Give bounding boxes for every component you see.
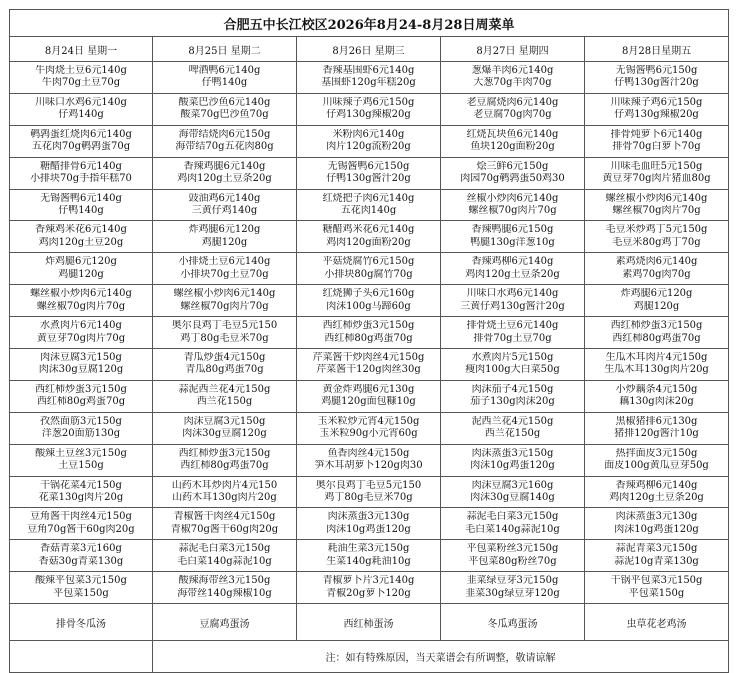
dish-name: 素鸡烧肉6元140g — [615, 256, 698, 268]
dish-name: 肉沫豆腐3元150g — [40, 351, 122, 363]
dish-ingredients: 鸭腿130g洋葱10g — [470, 236, 555, 248]
dish-cell — [153, 317, 297, 349]
soup-cell: 排骨冬瓜汤 — [10, 604, 153, 641]
dish-ingredients: 西红柿80g鸡蛋70g — [324, 332, 413, 344]
dish-cell — [585, 317, 729, 349]
dish-name: 小炒藕条4元150g — [615, 383, 698, 395]
dish-ingredients: 毛白菜140g蒜泥10g — [177, 555, 272, 567]
dish-name: 鹌鹑蛋红烧肉6元140g — [30, 128, 132, 140]
title-row — [10, 10, 729, 37]
dish-ingredients: 肉沫30g豆腐140g — [470, 492, 555, 504]
dish-ingredients: 牛肉70g土豆70g — [41, 77, 121, 89]
dish-ingredients: 小排块70g土豆70g — [180, 268, 269, 280]
dish-name: 糖醋排骨6元140g — [40, 160, 122, 172]
dish-name: 川味口水鸡6元140g — [466, 288, 559, 300]
dish-cell — [297, 157, 441, 189]
dish-name: 川味口水鸡6元140g — [35, 96, 127, 108]
dish-name: 红烧狮子头6元160g — [322, 288, 415, 300]
soup-cell: 豆腐鸡蛋汤 — [153, 604, 297, 641]
dish-row — [10, 125, 729, 157]
dish-cell — [297, 444, 441, 476]
dish-row — [10, 93, 729, 125]
dish-name: 西红柿炒蛋3元150g — [178, 447, 271, 459]
dish-cell — [441, 62, 585, 94]
dish-ingredients: 鸡丁80g毛豆米70g — [180, 332, 269, 344]
dish-ingredients: 鸡肉120g土豆条20g — [177, 173, 272, 185]
dish-cell — [10, 221, 153, 253]
dish-name: 红烧把子肉6元140g — [322, 192, 415, 204]
dish-cell — [10, 508, 153, 540]
dish-ingredients: 小排块70g手指年糕70 — [30, 173, 132, 185]
dish-ingredients: 韭菜30g绿豆芽120g — [465, 587, 560, 599]
dish-cell — [10, 62, 153, 94]
dish-ingredients: 山药木耳130g肉片20g — [172, 492, 277, 504]
dish-name: 酸辣海带丝3元150g — [178, 575, 271, 587]
dish-cell — [297, 380, 441, 412]
dish-name: 水煮肉片6元140g — [40, 320, 122, 332]
dish-name: 鱼香肉丝4元150g — [327, 447, 410, 459]
dish-cell — [441, 125, 585, 157]
dish-ingredients: 小排块80g腐竹70g — [324, 268, 413, 280]
dish-cell — [585, 62, 729, 94]
dish-cell — [10, 317, 153, 349]
note-row — [10, 641, 729, 673]
dish-name: 平菇烧腐竹6元150g — [322, 256, 415, 268]
dish-cell — [153, 349, 297, 381]
dish-row — [10, 317, 729, 349]
dish-ingredients: 青瓜80g鸡蛋70g — [185, 364, 264, 376]
dish-name: 烩三鲜6元150g — [476, 160, 549, 172]
dish-ingredients: 肉园70g鹌鹑蛋50鸡30 — [460, 173, 565, 185]
menu-title: 合肥五中长江校区2026年8月24-8月28日周菜单 — [10, 10, 729, 37]
dish-ingredients: 西兰花150g — [196, 396, 253, 408]
dish-name: 香辣鸭腿6元150g — [471, 224, 554, 236]
dish-name: 肉沫豆腐3元150g — [183, 415, 266, 427]
dish-name: 炸鸡腿6元120g — [188, 224, 261, 236]
dish-name: 酸辣平包菜3元150g — [35, 575, 127, 587]
dish-cell — [441, 508, 585, 540]
dish-name: 毛豆米炒鸡丁5元150g — [605, 224, 708, 236]
dish-name: 排骨炖萝卜6元140g — [610, 128, 703, 140]
dish-cell — [10, 349, 153, 381]
dish-ingredients: 青椒20g萝卜120g — [326, 587, 411, 599]
dish-row — [10, 253, 729, 285]
dish-row — [10, 349, 729, 381]
dish-ingredients: 藕130g肉沫20g — [619, 396, 694, 408]
dish-cell — [10, 157, 153, 189]
dish-name: 川味毛血旺5元150g — [610, 160, 703, 172]
dish-name: 酸菜巴沙鱼6元140g — [178, 96, 271, 108]
dish-name: 无锡酱鸭6元150g — [327, 160, 410, 172]
dish-name: 干锅平包菜3元150g — [610, 575, 703, 587]
dish-row — [10, 62, 729, 94]
dish-name: 孜然面筋3元150g — [40, 415, 122, 427]
dish-ingredients: 生菜140g耗油10g — [326, 555, 411, 567]
dish-cell — [153, 62, 297, 94]
dish-ingredients: 螺丝椒70g肉片70g — [468, 205, 557, 216]
dish-ingredients: 青椒70g酱干60g肉20g — [170, 523, 279, 535]
dish-cell — [585, 540, 729, 572]
dish-name: 香辣鸡柳6元140g — [615, 479, 698, 491]
dish-cell — [153, 380, 297, 412]
dish-cell — [153, 93, 297, 125]
dish-cell — [153, 157, 297, 189]
dish-ingredients: 平包菜150g — [628, 587, 685, 599]
dish-cell — [153, 508, 297, 540]
dish-cell — [10, 572, 153, 604]
dish-name: 牛肉烧土豆6元140g — [35, 64, 127, 76]
dish-cell — [441, 476, 585, 508]
dish-ingredients: 仔鸡140g — [58, 109, 104, 121]
dish-cell — [585, 349, 729, 381]
dish-row — [10, 157, 729, 189]
dish-cell — [297, 508, 441, 540]
dish-ingredients: 芹菜酱干120g肉丝30g — [316, 364, 421, 376]
dish-cell — [441, 93, 585, 125]
dish-ingredients: 面皮100g黄瓜豆芽50g — [604, 460, 709, 472]
dish-ingredients: 西红柿80g鸡蛋70g — [36, 396, 126, 408]
dish-cell — [297, 572, 441, 604]
dish-name: 海带结烧肉6元150g — [178, 128, 271, 140]
dish-name: 葱爆羊肉6元140g — [471, 64, 554, 76]
dish-cell — [153, 189, 297, 221]
dish-cell — [297, 412, 441, 444]
dish-name: 蒜泥毛白菜3元150g — [466, 511, 559, 523]
dish-cell — [441, 540, 585, 572]
dish-cell — [441, 572, 585, 604]
dish-ingredients: 鸡肉120g土豆条20g — [465, 268, 560, 280]
dish-ingredients: 鸡丁80g毛豆米70g — [324, 492, 413, 504]
dish-ingredients: 平包菜80g粉丝70g — [468, 555, 557, 567]
dish-name: 肉沫蒸蛋3元150g — [471, 447, 554, 459]
soup-cell: 冬瓜鸡蛋汤 — [441, 604, 585, 641]
dish-cell — [441, 221, 585, 253]
dish-ingredients: 鱼块120g面粉20g — [470, 141, 555, 153]
day-header-mon: 8月24日 星期一 — [10, 37, 153, 62]
dish-cell — [585, 221, 729, 253]
dish-cell — [297, 285, 441, 317]
dish-name: 山药木耳炒肉片4元150 — [171, 479, 278, 491]
dish-cell — [297, 317, 441, 349]
dish-ingredients: 鸡腿120g面包糠10g — [321, 396, 416, 408]
dish-cell — [585, 476, 729, 508]
dish-ingredients: 海带丝140g辣椒10g — [177, 587, 272, 599]
dish-cell — [441, 317, 585, 349]
dish-ingredients: 茄子130g肉沫20g — [470, 396, 555, 408]
dish-ingredients: 三黄仔鸡130g酱汁20g — [460, 300, 565, 312]
dish-row — [10, 444, 729, 476]
dish-cell — [441, 189, 585, 221]
dish-name: 平包菜粉丝3元150g — [466, 543, 559, 555]
dish-name: 排骨烧土豆6元140g — [466, 320, 559, 332]
dish-name: 米粉肉6元140g — [332, 128, 405, 140]
dish-name: 西红柿炒蛋3元150g — [322, 320, 415, 332]
dish-ingredients: 排骨70g白萝卜70g — [612, 141, 701, 153]
dish-cell — [297, 62, 441, 94]
dish-ingredients: 玉米粒90g小元宵60g — [319, 428, 418, 440]
dish-ingredients: 生瓜木耳130g肉片20g — [604, 364, 709, 376]
dish-name: 热拌面皮3元150g — [615, 447, 698, 459]
dish-ingredients: 西兰花150g — [484, 428, 541, 440]
dish-name: 老豆腐烧肉6元140g — [466, 96, 559, 108]
dish-row — [10, 221, 729, 253]
dish-name: 肉沫茄子4元150g — [471, 383, 554, 395]
dish-ingredients: 肉沫10g鸡蛋120g — [326, 523, 411, 535]
dish-ingredients: 螺丝椒70g肉片70g — [612, 205, 701, 216]
dish-name: 啤酒鸭6元140g — [188, 64, 261, 76]
dish-name: 水煮肉片5元150g — [471, 351, 554, 363]
dish-ingredients: 仔鸭130g酱汁20g — [614, 77, 699, 89]
dish-name: 糖醋鸡米花6元140g — [322, 224, 415, 236]
dish-ingredients: 肉片120g流粉20g — [326, 141, 411, 153]
dish-ingredients: 五花肉70g鹌鹑蛋70g — [31, 141, 131, 153]
dish-ingredients: 肉沫30g豆腐120g — [38, 364, 124, 376]
dish-name: 香辣基围虾6元140g — [322, 64, 415, 76]
dish-cell — [441, 349, 585, 381]
dish-name: 奥尔良鸡丁毛豆5元150 — [171, 320, 278, 332]
dish-cell — [10, 476, 153, 508]
day-header-thu: 8月27日 星期四 — [441, 37, 585, 62]
dish-ingredients: 螺丝椒70g肉片70g — [180, 300, 269, 312]
dish-cell — [585, 380, 729, 412]
dish-name: 香菇青菜3元160g — [40, 543, 122, 555]
dish-name: 丝椒小炒肉6元140g — [466, 192, 559, 204]
dish-ingredients: 西红柿80g鸡蛋70g — [612, 332, 701, 344]
dish-name: 干锅花菜4元150g — [40, 479, 122, 491]
dish-ingredients: 鸡腿120g — [633, 300, 680, 312]
dish-name: 黑椒猪排6元130g — [615, 415, 698, 427]
dish-cell — [10, 412, 153, 444]
dish-ingredients: 肉沫10g鸡蛋120g — [614, 523, 699, 535]
dish-cell — [153, 285, 297, 317]
dish-ingredients: 大葱70g羊肉70g — [473, 77, 552, 89]
day-header-wed: 8月26日 星期三 — [297, 37, 441, 62]
day-header-fri: 8月28日星期五 — [585, 37, 729, 62]
dish-ingredients: 笋木耳胡萝卜120g肉30 — [314, 460, 423, 472]
dish-cell — [10, 93, 153, 125]
dish-ingredients: 仔鸡130g辣椒20g — [326, 109, 411, 121]
dish-ingredients: 五花肉140g — [340, 205, 397, 216]
dish-cell — [297, 540, 441, 572]
dish-ingredients: 仔鸭140g — [201, 77, 248, 89]
dish-cell — [10, 540, 153, 572]
dish-row — [10, 412, 729, 444]
dish-cell — [297, 253, 441, 285]
dish-ingredients: 排骨70g土豆70g — [473, 332, 552, 344]
dish-row — [10, 285, 729, 317]
dish-cell — [297, 125, 441, 157]
dish-ingredients: 三黄仔鸡140g — [191, 205, 258, 216]
dish-name: 肉沫豆腐3元160g — [471, 479, 554, 491]
dish-cell — [153, 476, 297, 508]
dish-cell — [585, 157, 729, 189]
soup-cell: 虫草花老鸡汤 — [585, 604, 729, 641]
dish-name: 青椒萝卜片3元140g — [322, 575, 415, 587]
dish-cell — [153, 412, 297, 444]
dish-cell — [10, 189, 153, 221]
dish-cell — [10, 444, 153, 476]
dish-ingredients: 毛白菜140g蒜泥10g — [465, 523, 560, 535]
dish-name: 无锡酱鸭6元140g — [40, 192, 122, 204]
dish-ingredients: 花菜130g肉片20g — [38, 492, 124, 504]
dish-name: 泥西兰花4元150g — [471, 415, 554, 427]
dish-ingredients: 黄豆芽70g肉片70g — [36, 332, 126, 344]
dish-name: 螺丝椒小炒肉6元140g — [605, 192, 708, 204]
dish-ingredients: 素鸡70g肉70g — [622, 268, 691, 280]
dish-ingredients: 蒜泥10g青菜130g — [614, 555, 699, 567]
dish-name: 韭菜绿豆芽3元150g — [466, 575, 559, 587]
dish-cell — [441, 444, 585, 476]
dish-name: 川味辣子鸡6元150g — [322, 96, 415, 108]
dish-row — [10, 476, 729, 508]
dish-cell — [585, 285, 729, 317]
dish-name: 芹菜酱干炒肉丝4元150g — [312, 351, 425, 363]
dish-ingredients: 鸡腿120g — [58, 268, 104, 280]
dish-row — [10, 189, 729, 221]
dish-name: 肉沫蒸蛋3元130g — [615, 511, 698, 523]
dish-cell — [585, 189, 729, 221]
soup-row — [10, 604, 729, 641]
dish-cell — [153, 221, 297, 253]
dish-name: 蒜泥青菜3元150g — [615, 543, 698, 555]
note-spacer — [10, 641, 153, 673]
dish-cell — [585, 508, 729, 540]
dish-name: 蒜泥西兰花4元150g — [178, 383, 271, 395]
dish-cell — [297, 349, 441, 381]
dish-name: 蒜泥毛白菜3元150g — [178, 543, 271, 555]
dish-ingredients: 螺丝椒70g肉片70g — [36, 300, 126, 312]
dish-ingredients: 鸡肉120g面粉20g — [326, 236, 411, 248]
dish-cell — [441, 253, 585, 285]
dish-name: 酸辣土豆丝3元150g — [35, 447, 127, 459]
dish-cell — [153, 444, 297, 476]
dish-ingredients: 肉沫100g马蹄60g — [326, 300, 411, 312]
dish-ingredients: 仔鸡130g辣椒20g — [614, 109, 699, 121]
dish-cell — [153, 572, 297, 604]
dish-name: 炸鸡腿6元120g — [620, 288, 693, 300]
dish-name: 黄金炸鸡腿6元130g — [322, 383, 415, 395]
dish-ingredients: 基围虾120g年糕20g — [321, 77, 416, 89]
dish-name: 青瓜炒蛋4元150g — [183, 351, 266, 363]
dish-ingredients: 仔鸭130g酱汁20g — [326, 173, 411, 185]
dish-name: 小排烧土豆6元140g — [178, 256, 271, 268]
dish-cell — [10, 380, 153, 412]
day-header-tue: 8月25日 星期二 — [153, 37, 297, 62]
dish-ingredients: 香菇30g青菜130g — [38, 555, 124, 567]
dish-ingredients: 肉沫30g豆腐120g — [182, 428, 267, 440]
dish-cell — [153, 125, 297, 157]
menu-body — [10, 62, 729, 604]
dish-row — [10, 572, 729, 604]
dish-ingredients: 洋葱20面筋130g — [41, 428, 121, 440]
dish-name: 耗油生菜3元150g — [327, 543, 410, 555]
day-header-row — [10, 37, 729, 62]
dish-cell — [10, 253, 153, 285]
dish-name: 螺丝椒小炒肉6元140g — [30, 288, 132, 300]
dish-cell — [441, 157, 585, 189]
dish-ingredients: 仔鸭140g — [58, 205, 104, 216]
dish-ingredients: 海带结70g五花肉80g — [175, 141, 274, 153]
dish-name: 西红柿炒蛋3元150g — [610, 320, 703, 332]
dish-cell — [585, 412, 729, 444]
dish-ingredients: 老豆腐70g肉70g — [473, 109, 552, 121]
dish-ingredients: 酸菜70g巴沙鱼70g — [180, 109, 269, 121]
dish-cell — [585, 125, 729, 157]
dish-cell — [585, 253, 729, 285]
dish-cell — [441, 412, 585, 444]
dish-ingredients: 鸡腿120g — [201, 236, 248, 248]
dish-ingredients: 瘦肉100g大白菜50g — [465, 364, 560, 376]
dish-name: 肉沫蒸蛋3元130g — [327, 511, 410, 523]
dish-cell — [441, 380, 585, 412]
dish-name: 生瓜木耳肉片4元150g — [605, 351, 708, 363]
dish-ingredients: 黄豆芽70g肉片猪血80g — [602, 173, 711, 185]
menu-note: 注：如有特殊原因，当天菜谱会有所调整，敬请谅解 — [153, 641, 729, 673]
dish-name: 奥尔良鸡丁毛豆5元150 — [315, 479, 422, 491]
dish-cell — [585, 572, 729, 604]
dish-row — [10, 540, 729, 572]
dish-cell — [297, 93, 441, 125]
dish-ingredients: 鸡肉120g土豆20g — [38, 236, 124, 248]
dish-cell — [153, 253, 297, 285]
dish-name: 玉米粒炒元宵4元150g — [317, 415, 420, 427]
dish-ingredients: 平包菜150g — [53, 587, 109, 599]
dish-cell — [297, 476, 441, 508]
dish-name: 香辣鸡腿6元140g — [183, 160, 266, 172]
dish-cell — [297, 221, 441, 253]
dish-cell — [585, 444, 729, 476]
dish-cell — [297, 189, 441, 221]
weekly-menu-table — [9, 9, 729, 673]
dish-cell — [441, 285, 585, 317]
dish-name: 香辣鸡柳6元140g — [471, 256, 554, 268]
dish-name: 青椒酱干肉丝4元150g — [173, 511, 276, 523]
dish-ingredients: 西红柿80g鸡蛋70g — [180, 460, 269, 472]
dish-row — [10, 508, 729, 540]
dish-name: 螺丝椒小炒肉6元140g — [173, 288, 276, 300]
dish-cell — [153, 540, 297, 572]
dish-cell — [10, 125, 153, 157]
soup-cell: 西红柿蛋汤 — [297, 604, 441, 641]
dish-ingredients: 猪排120g酱汁10g — [614, 428, 699, 440]
dish-name: 香辣鸡米花6元140g — [35, 224, 127, 236]
dish-cell — [10, 285, 153, 317]
dish-name: 无锡酱鸭6元150g — [615, 64, 698, 76]
dish-row — [10, 380, 729, 412]
dish-name: 豉油鸡6元140g — [188, 192, 261, 204]
dish-ingredients: 毛豆米80g鸡丁70g — [612, 236, 701, 248]
dish-ingredients: 土豆150g — [58, 460, 104, 472]
dish-name: 川味辣子鸡6元150g — [610, 96, 703, 108]
dish-ingredients: 鸡肉120g土豆条20g — [609, 492, 704, 504]
dish-name: 豆角酱干肉丝4元150g — [30, 511, 132, 523]
dish-name: 红烧瓦块鱼6元140g — [466, 128, 559, 140]
dish-ingredients: 豆角70g酱干60g肉20g — [27, 523, 135, 535]
dish-cell — [585, 93, 729, 125]
dish-name: 西红柿炒蛋3元150g — [35, 383, 127, 395]
dish-ingredients: 肉沫10g鸡蛋120g — [470, 460, 555, 472]
dish-name: 炸鸡腿6元120g — [45, 256, 117, 268]
